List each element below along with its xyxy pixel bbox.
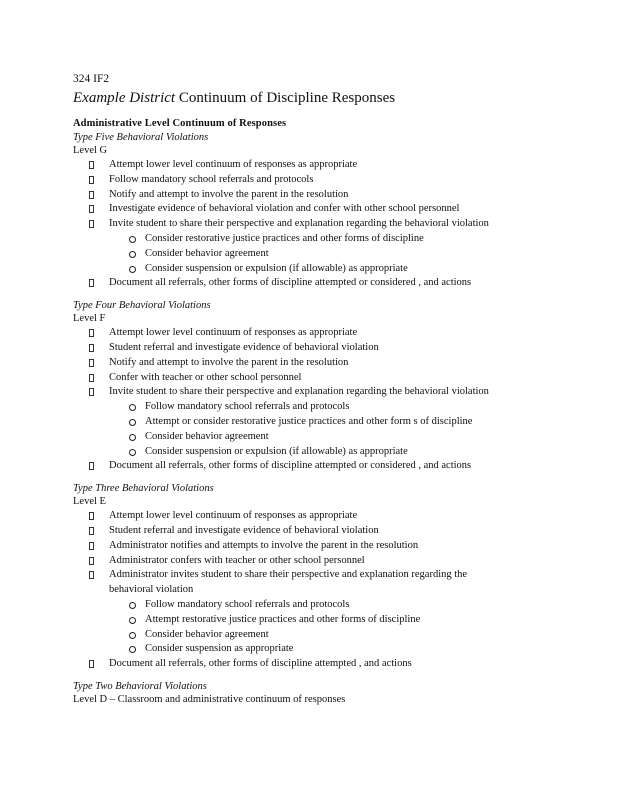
sub-list-item: Attempt restorative justice practices and other forms of discipline	[109, 613, 593, 628]
sub-list-item: Consider suspension or expulsion (if allowable) as appropriate	[109, 445, 593, 460]
list-item-continuation: behavioral violation	[109, 584, 194, 596]
list-item: Attempt lower level continuum of responses as appropriate	[73, 158, 593, 173]
circle-bullet-icon	[129, 434, 136, 441]
sub-list-item: Consider suspension or expulsion (if allowable) as appropriate	[109, 262, 593, 277]
list-item: Notify and attempt to involve the parent in the resolution	[73, 356, 593, 371]
circle-bullet-icon	[129, 251, 136, 258]
circle-bullet-icon	[129, 404, 136, 411]
admin-level-heading: Administrative Level Continuum of Responses	[73, 118, 287, 129]
square-bullet-icon	[89, 527, 94, 535]
square-bullet-icon	[89, 220, 94, 228]
circle-bullet-icon	[129, 602, 136, 609]
document-title	[73, 88, 593, 108]
square-bullet-icon	[89, 344, 94, 352]
list-item: Attempt lower level continuum of responses as appropriate	[73, 509, 593, 524]
circle-bullet-icon	[129, 419, 136, 426]
level-label: Level F	[73, 313, 106, 325]
square-bullet-icon	[89, 161, 94, 169]
square-bullet-icon	[89, 571, 94, 579]
circle-bullet-icon	[129, 617, 136, 624]
section-type-two	[73, 680, 593, 707]
square-bullet-icon	[89, 359, 94, 367]
sub-list-item: Attempt or consider restorative justice practices and other form s of discipline	[109, 415, 593, 430]
sub-list-item: Consider behavior agreement	[109, 247, 593, 262]
square-bullet-icon	[89, 388, 94, 396]
list-item: Notify and attempt to involve the parent in the resolution	[73, 188, 593, 203]
square-bullet-icon	[89, 176, 94, 184]
document-page	[73, 72, 593, 715]
policy-code: 324 IF2	[73, 73, 110, 85]
circle-bullet-icon	[129, 632, 136, 639]
list-item: Attempt lower level continuum of responses as appropriate	[73, 326, 593, 341]
square-bullet-icon	[89, 329, 94, 337]
square-bullet-icon	[89, 512, 94, 520]
sub-list-item: Consider suspension as appropriate	[109, 642, 593, 657]
list-item: Administrator invites student to share their perspective and explanation regarding the behavioral violation Follow mandatory school referrals and protocols Attempt restorative justice practices and other forms of discipline Consider behavior agreement Consider suspension as appropriate	[73, 568, 593, 657]
section-type-three	[73, 482, 593, 672]
list-item: Invite student to share their perspective and explanation regarding the behavioral violation Follow mandatory school referrals and protocols Attempt or consider restorative justice practices and other form s of discipline Consider behavior agreement Consider suspension or expulsion (if allowable) as appropriate	[73, 385, 593, 459]
square-bullet-icon	[89, 557, 94, 565]
list-item: Administrator notifies and attempts to involve the parent in the resolution	[73, 539, 593, 554]
list-item: Student referral and investigate evidence of behavioral violation	[73, 341, 593, 356]
list-item: Document all referrals, other forms of discipline attempted or considered , and actions	[73, 459, 593, 474]
sub-list-item: Follow mandatory school referrals and protocols	[109, 598, 593, 613]
square-bullet-icon	[89, 279, 94, 287]
type-heading: Type Two Behavioral Violations	[73, 680, 207, 692]
type-heading: Type Five Behavioral Violations	[73, 132, 209, 143]
square-bullet-icon	[89, 205, 94, 213]
circle-bullet-icon	[129, 266, 136, 273]
section-type-four	[73, 299, 593, 474]
level-label: Level D – Classroom and administrative continuum of responses	[73, 693, 346, 705]
list-item: Confer with teacher or other school personnel	[73, 371, 593, 386]
circle-bullet-icon	[129, 449, 136, 456]
list-item: Document all referrals, other forms of discipline attempted , and actions	[73, 657, 593, 672]
sub-list-item: Consider restorative justice practices and other forms of discipline	[109, 232, 593, 247]
level-label: Level E	[73, 496, 106, 508]
sub-list-item: Consider behavior agreement	[109, 628, 593, 643]
circle-bullet-icon	[129, 236, 136, 243]
square-bullet-icon	[89, 542, 94, 550]
list-item: Follow mandatory school referrals and protocols	[73, 173, 593, 188]
square-bullet-icon	[89, 660, 94, 668]
square-bullet-icon	[89, 374, 94, 382]
list-item: Student referral and investigate evidence of behavioral violation	[73, 524, 593, 539]
title-rest: Continuum of Discipline Responses	[178, 90, 396, 106]
sub-list-item: Follow mandatory school referrals and protocols	[109, 400, 593, 415]
list-item: Document all referrals, other forms of discipline attempted or considered , and actions	[73, 276, 593, 291]
title-italic-part: Example District	[73, 90, 176, 106]
list-item: Invite student to share their perspective and explanation regarding the behavioral violation Consider restorative justice practices and other forms of discipline Consider behavior agreement Consider suspension or expulsion (if allowable) as appropriate	[73, 217, 593, 276]
square-bullet-icon	[89, 191, 94, 199]
list-item: Investigate evidence of behavioral violation and confer with other school personnel	[73, 202, 593, 217]
square-bullet-icon	[89, 462, 94, 470]
type-heading: Type Four Behavioral Violations	[73, 300, 211, 312]
section-type-five	[73, 131, 593, 291]
sub-list-item: Consider behavior agreement	[109, 430, 593, 445]
type-heading: Type Three Behavioral Violations	[73, 483, 214, 495]
circle-bullet-icon	[129, 646, 136, 653]
level-label: Level G	[73, 145, 108, 156]
list-item: Administrator confers with teacher or other school personnel	[73, 554, 593, 569]
